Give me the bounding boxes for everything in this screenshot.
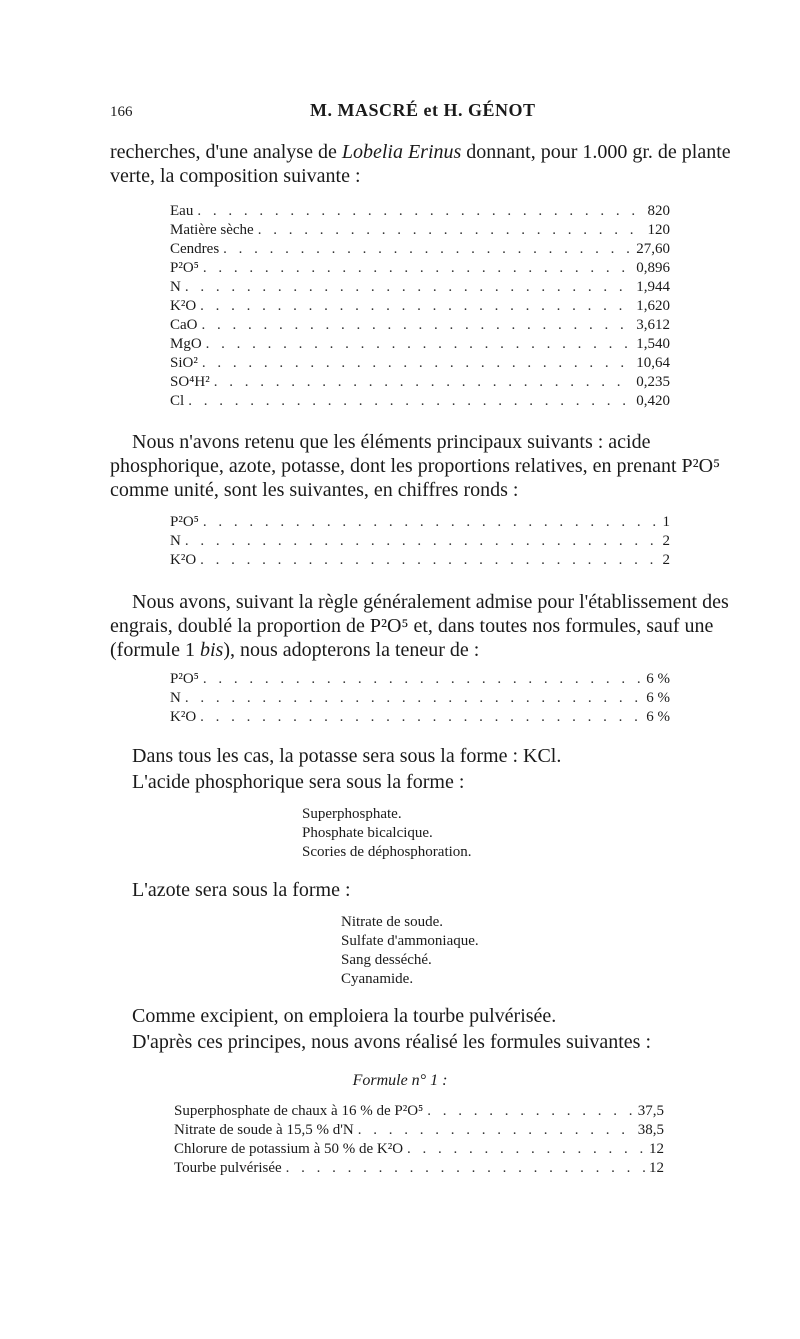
list-item: Phosphate bicalcique. [302,825,433,841]
table-row: SO⁴H² . . . 0,235 [170,373,670,392]
species-name: Lobelia Erinus [341,141,462,163]
bis-text: bis [199,639,224,661]
excipient-line: Comme excipient, on emploiera la tourbe pulvérisée. [132,1005,557,1027]
intro-paragraph [110,140,755,188]
table-row: N . . . 1,944 [170,278,670,297]
table-row: K²O . . . 2 [170,551,670,570]
table-row: N . . . 6 % [170,689,670,708]
table-row: Eau . . . 820 [170,202,670,221]
list-item: Superphosphate. [302,806,402,822]
ratio-table [170,513,670,570]
list-item: Sang desséché. [341,952,432,968]
table-row: MgO . . . 1,540 [170,335,670,354]
table-row: Superphosphate de chaux à 16 % de P²O⁵ . . . 37,5 [174,1102,664,1121]
rule-paragraph: Nous avons, suivant la règle généralement admise pour l'établissement des engrais, doublé la proportion de P²O⁵ et, dans toutes nos formules, sauf une (formule 1 bis), nous adopterons la teneur de : [110,591,729,661]
table-row: P²O⁵ . . . 6 % [170,670,670,689]
elements-paragraph: Nous n'avons retenu que les éléments principaux suivants : acide phosphorique, azote, potasse, dont les proportions relatives, en prenant P²O⁵ comme unité, sont les suivantes, en chiffres ronds : [110,431,721,501]
composition-table [170,202,670,411]
intro-prefix: recherches, d'une analyse de [110,141,342,163]
table-row: N . . . 2 [170,532,670,551]
table-row: Matière sèche . . . 120 [170,221,670,240]
table-row: CaO . . . 3,612 [170,316,670,335]
page-number: 166 [110,104,133,120]
table-row: Chlorure de potassium à 50 % de K²O . . . 12 [174,1140,664,1159]
list-item: Sulfate d'ammoniaque. [341,933,479,949]
list-item: Scories de déphosphoration. [302,844,472,860]
table-row: SiO² . . . 10,64 [170,354,670,373]
formula-caption: Formule n° 1 : [352,1072,448,1089]
phosphate-forms-list [302,805,472,862]
table-row: K²O . . . 6 % [170,708,670,727]
teneur-table [170,670,670,727]
azote-line: L'azote sera sous la forme : [132,879,351,901]
table-row: Tourbe pulvérisée . . . 12 [174,1159,664,1178]
table-row: Cl . . . 0,420 [170,392,670,411]
formula-table [174,1102,664,1178]
table-row: P²O⁵ . . . 1 [170,513,670,532]
running-title: M. MASCRÉ et H. GÉNOT [310,100,536,120]
azote-forms-list [341,913,479,989]
intro-suffix: donnant, pour 1.000 gr. de plante verte, la composition suivante : [110,141,731,187]
acide-line: L'acide phosphorique sera sous la forme : [132,771,465,793]
potasse-line: Dans tous les cas, la potasse sera sous la forme : KCl. [132,745,562,767]
table-row: P²O⁵ . . . 0,896 [170,259,670,278]
table-row: K²O . . . 1,620 [170,297,670,316]
table-row: Nitrate de soude à 15,5 % d'N . . . 38,5 [174,1121,664,1140]
list-item: Cyanamide. [341,971,414,987]
page-header [110,100,710,128]
table-row: Cendres . . . 27,60 [170,240,670,259]
list-item: Nitrate de soude. [341,914,444,930]
principes-line: D'après ces principes, nous avons réalisé les formules suivantes : [132,1031,652,1053]
